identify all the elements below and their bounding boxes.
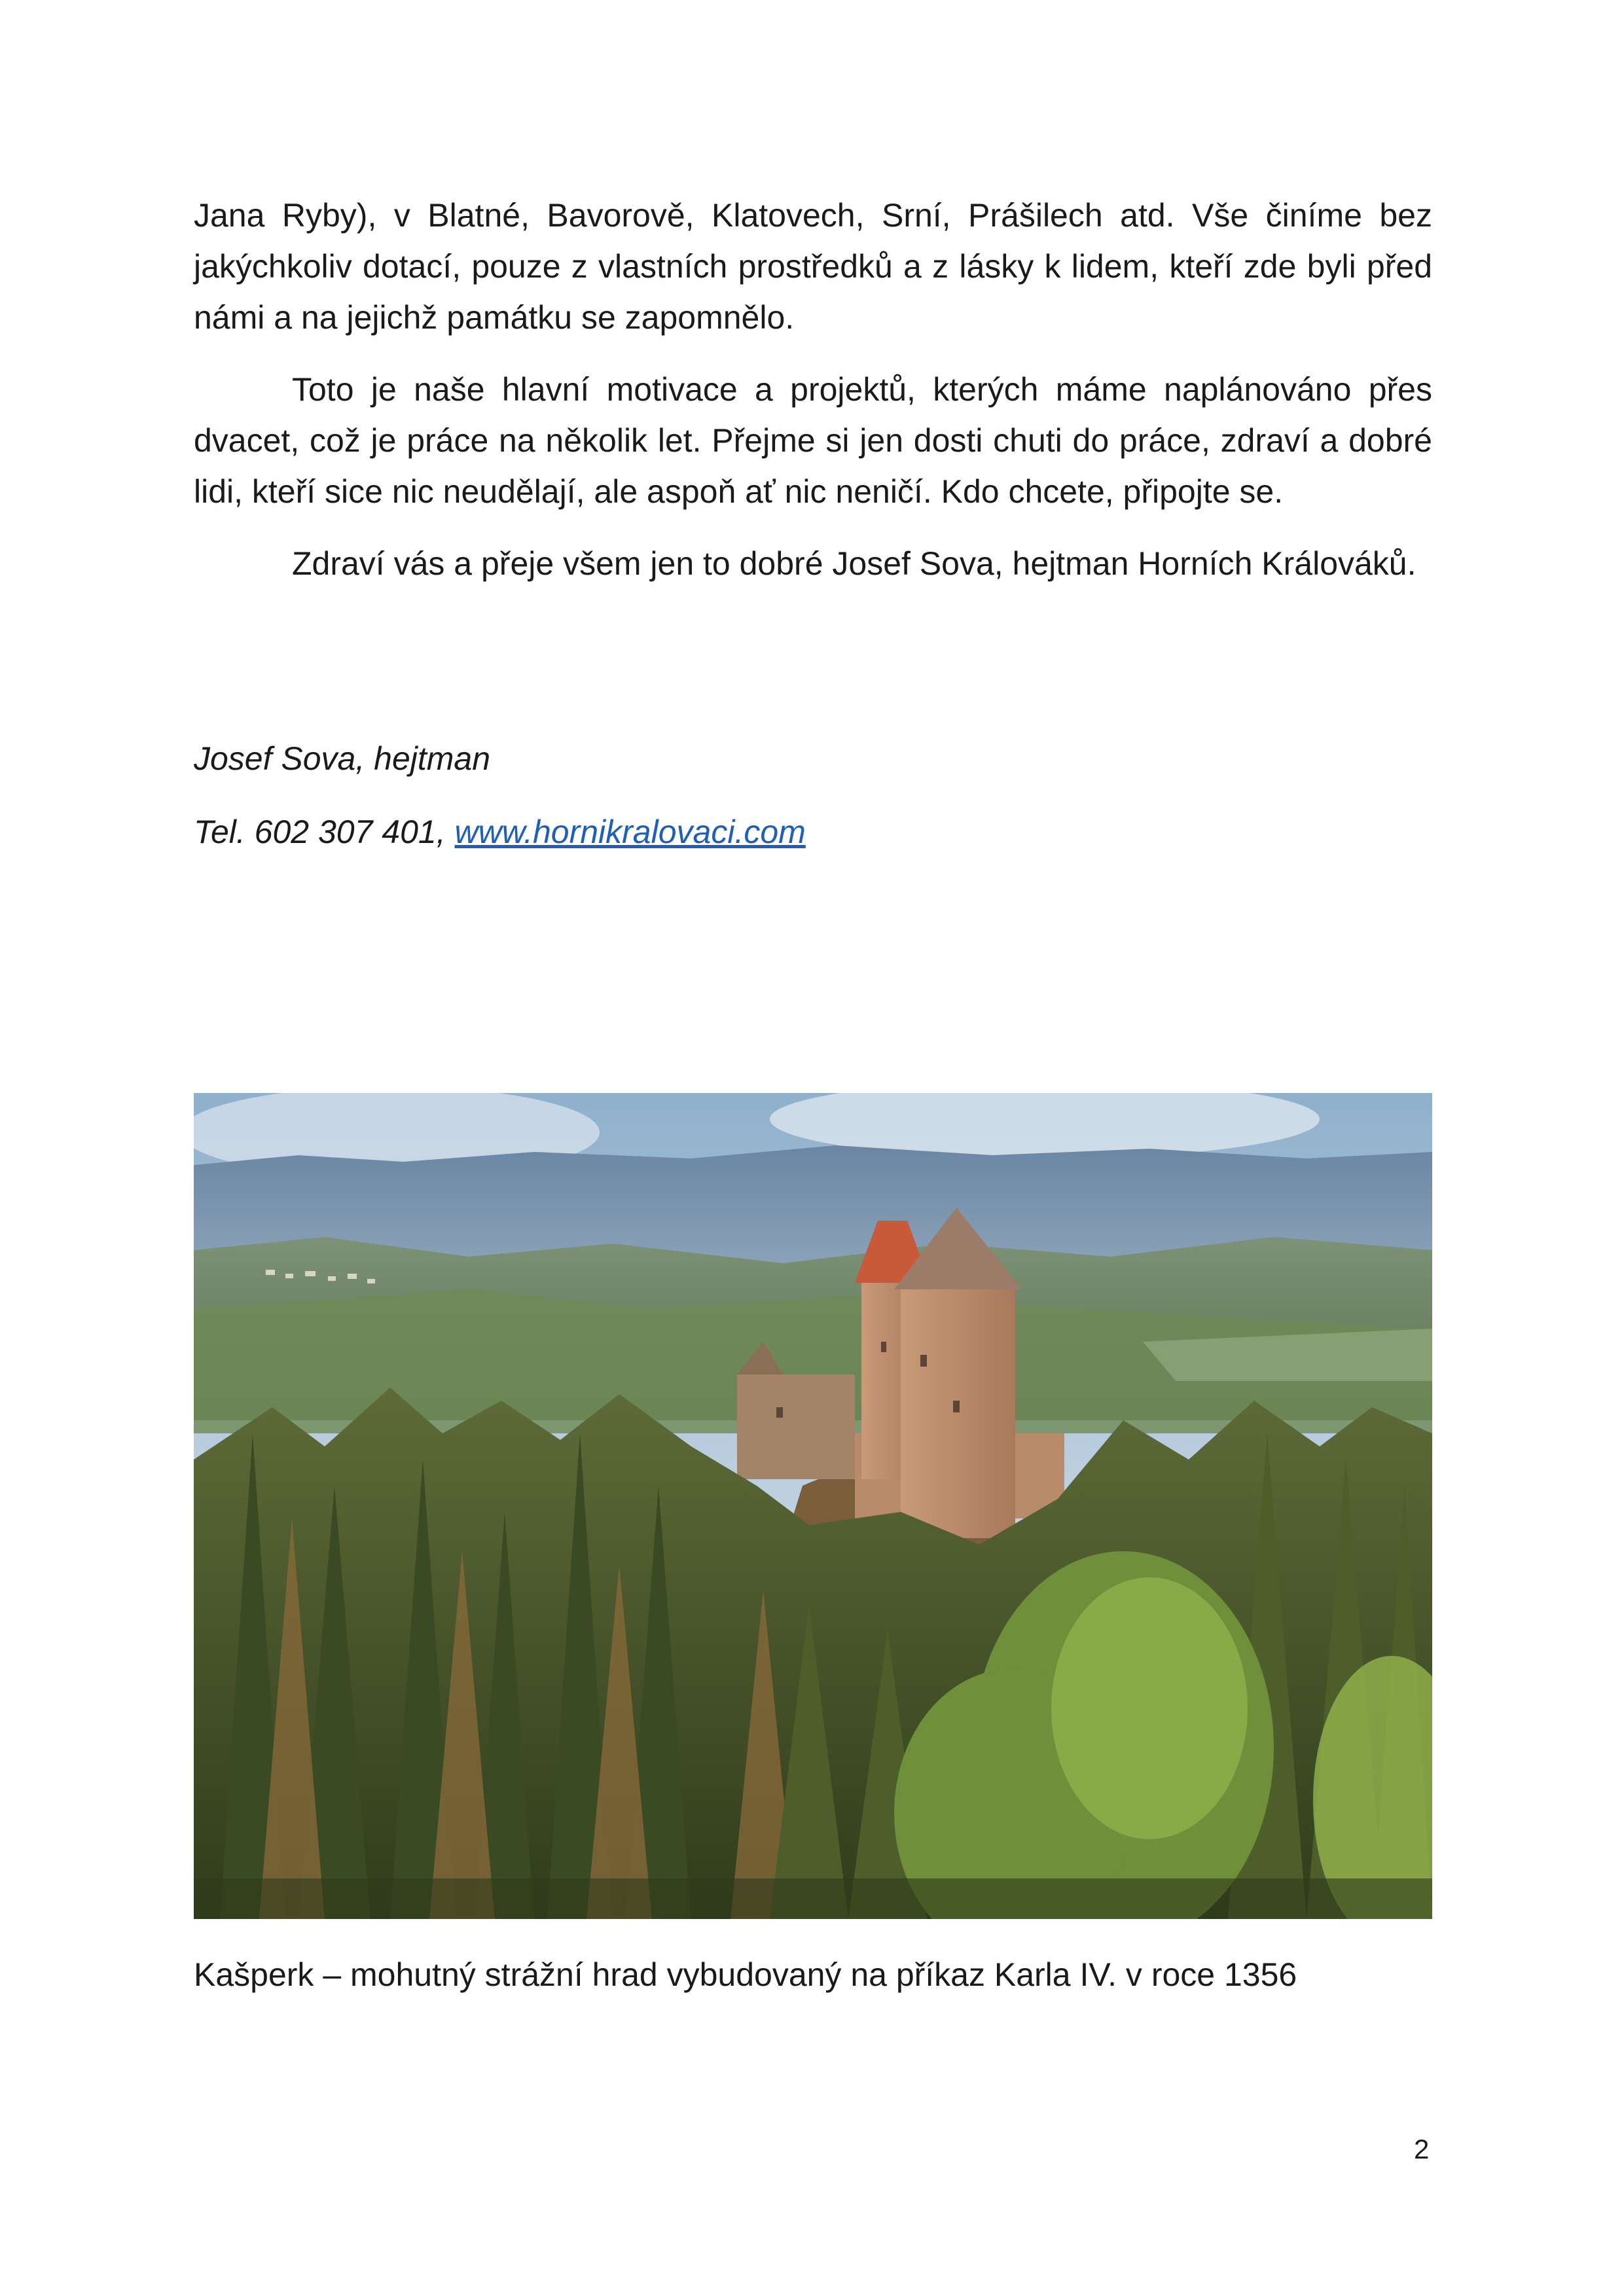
signature-phone: Tel. 602 307 401,	[194, 814, 455, 850]
website-link[interactable]: www.hornikralovaci.com	[454, 814, 806, 850]
page-number: 2	[1414, 2134, 1430, 2164]
body-paragraph-2: Toto je naše hlavní motivace a projektů, kterých máme naplánováno přes dvacet, což je práce na několik let. Přejme si jen dosti chuti do práce, zdraví a dobré lidi, kteří sice nic neudělají, ale aspoň ať nic neničí. Kdo chcete, připojte se.	[194, 371, 1432, 510]
photo-caption: Kašperk – mohutný strážní hrad vybudovaný na příkaz Karla IV. v roce 1356	[194, 1956, 1297, 1993]
castle-photo	[194, 1093, 1432, 1919]
signature-name: Josef Sova, hejtman	[194, 740, 491, 777]
castle-photo-illustration	[194, 1093, 1432, 1919]
body-paragraph-1: Jana Ryby), v Blatné, Bavorově, Klatovech, Srní, Prášilech atd. Vše činíme bez jakýchkoliv dotací, pouze z vlastních prostředků a z lásky k lidem, kteří zde byli před námi a na jejichž památku se zapomnělo.	[194, 197, 1432, 336]
signature-contact	[194, 806, 806, 857]
body-paragraph-3: Zdraví vás a přeje všem jen to dobré Josef Sova, hejtman Horních Králováků.	[292, 545, 1416, 582]
